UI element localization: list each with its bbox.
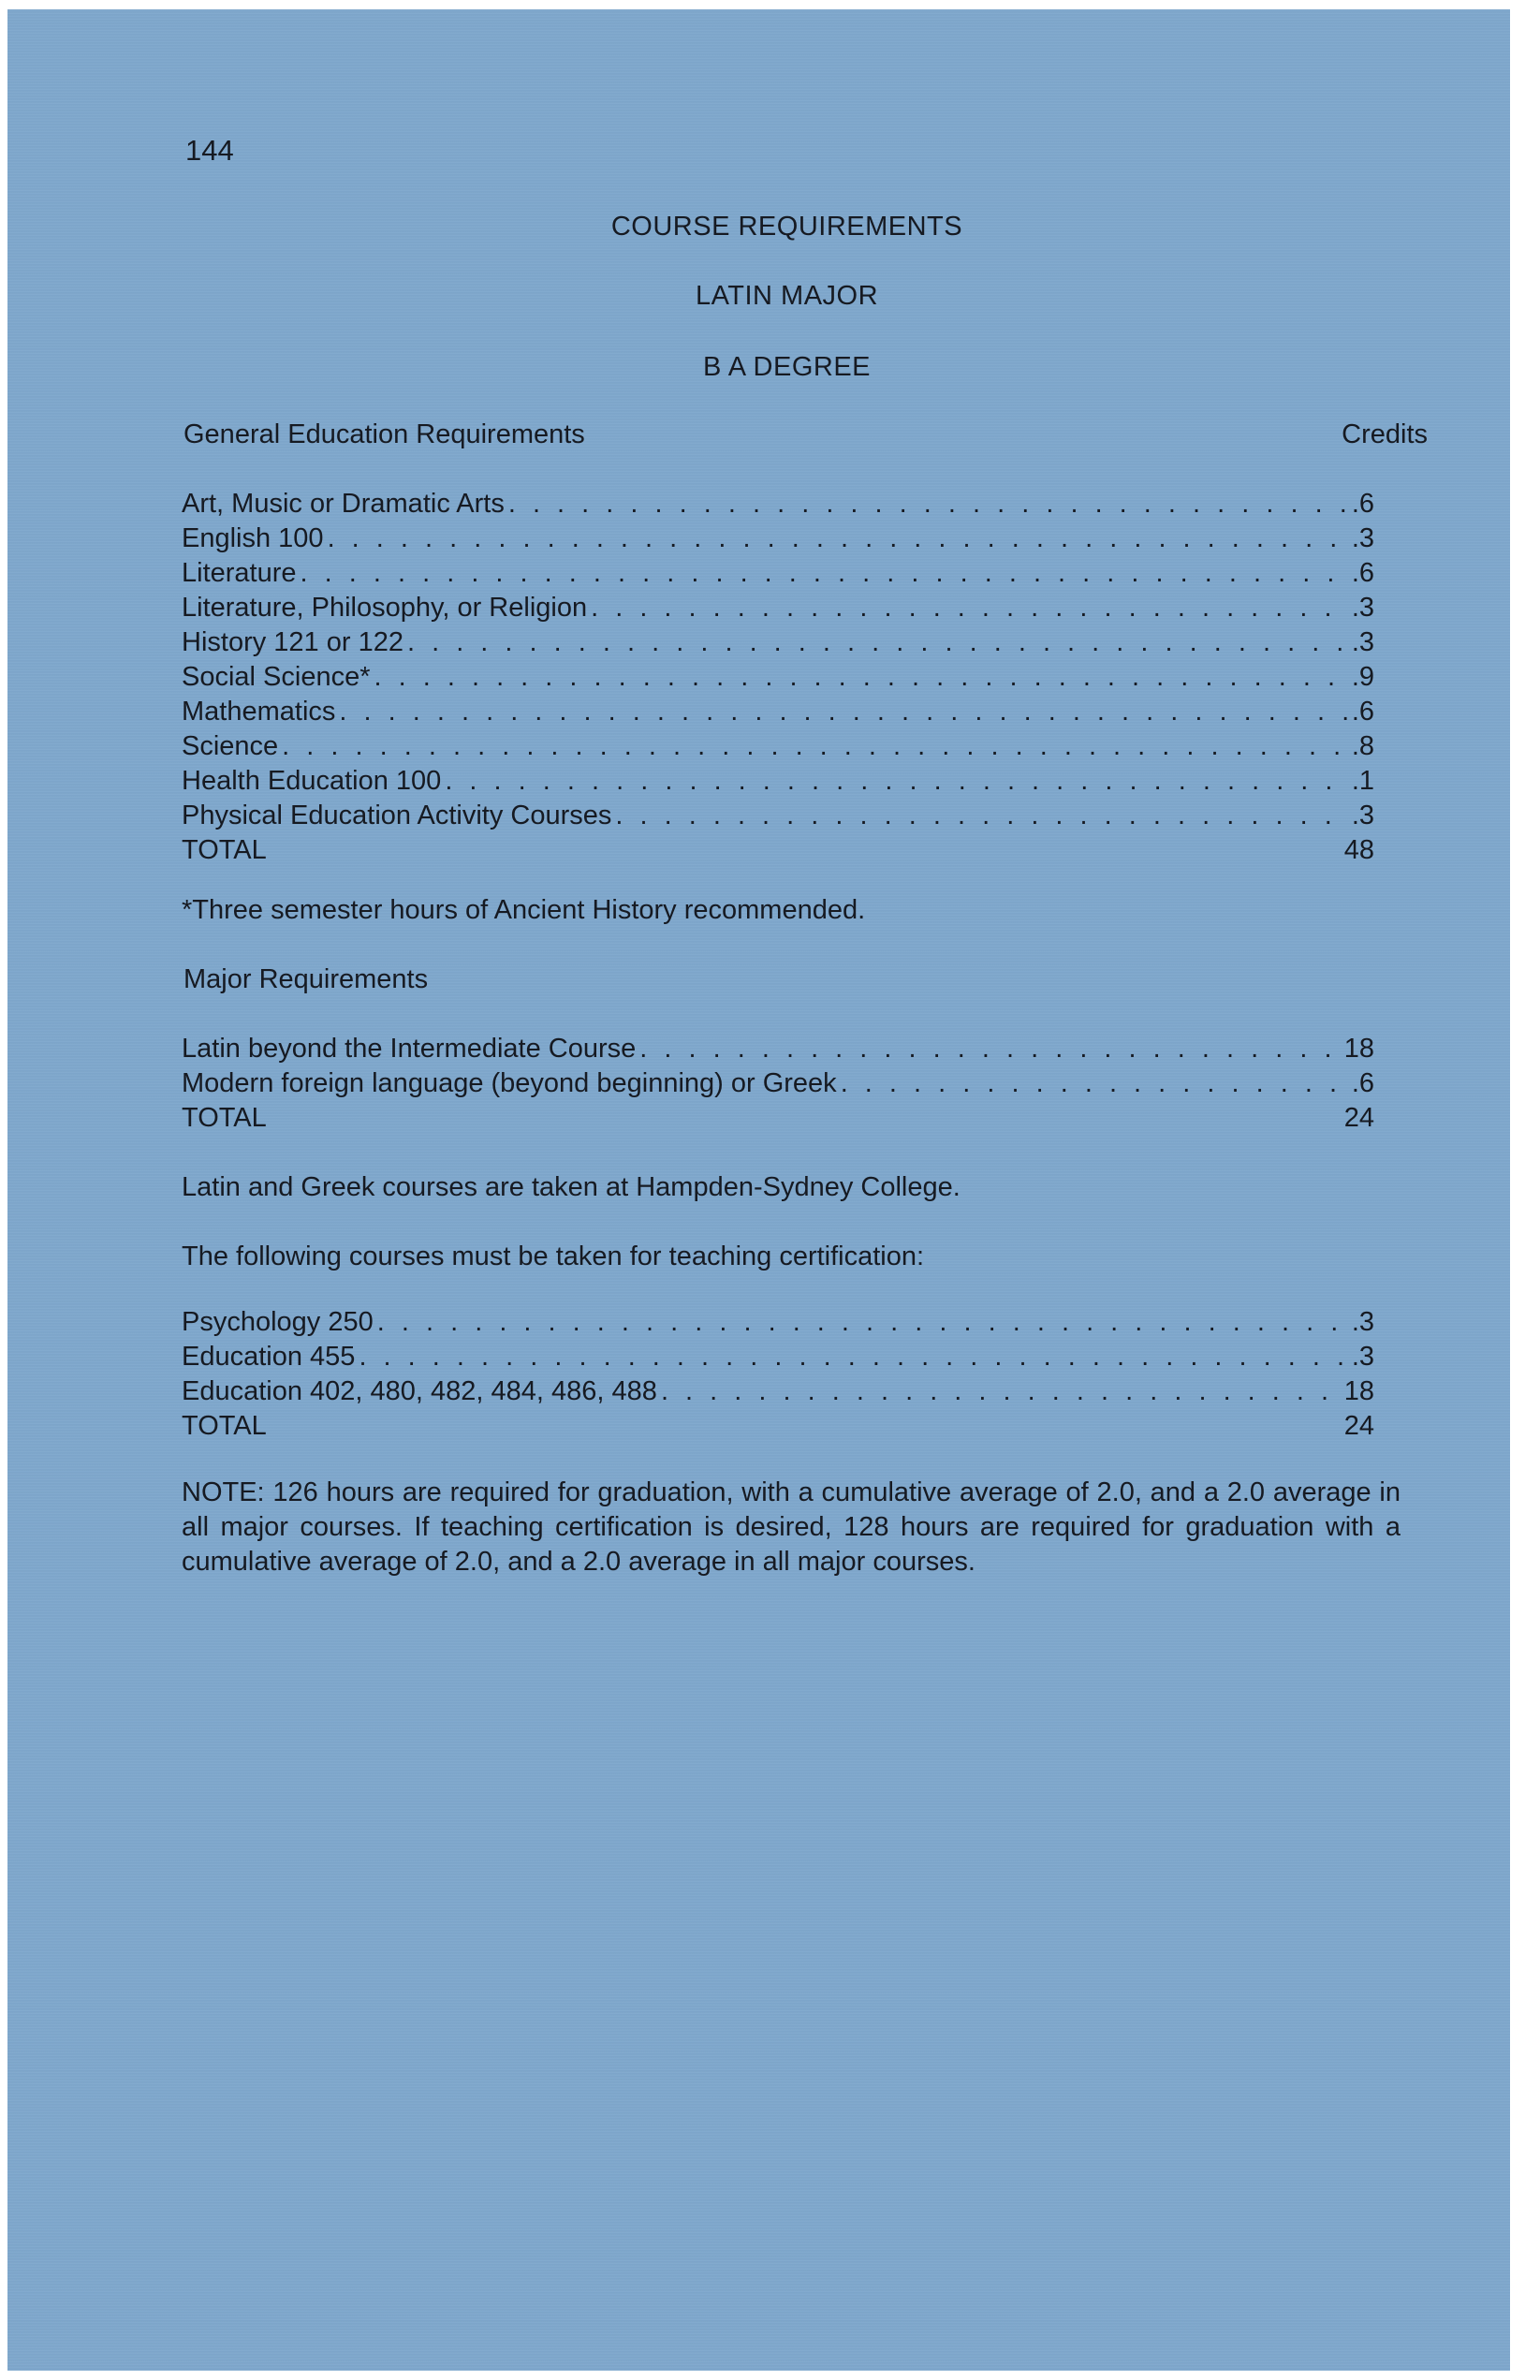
dot-leader	[377, 1305, 1350, 1340]
credit-value: .3	[1351, 1342, 1374, 1372]
total-label: TOTAL	[182, 1411, 267, 1441]
dot-leader	[661, 1374, 1342, 1409]
credit-value: .6	[1351, 489, 1374, 519]
credit-value: .6	[1351, 697, 1374, 727]
list-item	[182, 695, 1374, 729]
dot-leader	[374, 660, 1350, 695]
list-item	[182, 522, 1374, 556]
dot-leader	[339, 695, 1349, 729]
total-row	[182, 1101, 1374, 1136]
list-item	[182, 1374, 1374, 1409]
course-label: History 121 or 122	[182, 627, 403, 657]
list-item	[182, 1032, 1374, 1066]
credit-value: .9	[1351, 662, 1374, 692]
course-label: Modern foreign language (beyond beginning) or Greek	[182, 1068, 837, 1098]
course-label: Psychology 250	[182, 1307, 374, 1337]
credit-value: .3	[1351, 801, 1374, 830]
credit-value: .3	[1351, 1307, 1374, 1337]
list-item	[182, 1340, 1374, 1374]
list-item	[182, 591, 1374, 625]
list-item	[182, 625, 1374, 660]
graduation-note: NOTE: 126 hours are required for graduation, with a cumulative average of 2.0, and a 2.0 average in all major courses. If teaching certification is desired, 128 hours are required for graduation with a cumulative average of 2.0, and a 2.0 average in all major courses.	[182, 1477, 1401, 1577]
course-label: English 100	[182, 523, 324, 553]
course-label: Art, Music or Dramatic Arts	[182, 489, 505, 519]
course-label: Literature	[182, 558, 297, 588]
dot-leader	[328, 522, 1350, 556]
major-title: LATIN MAJOR	[695, 281, 879, 311]
major-requirements-list	[182, 1032, 1374, 1136]
dot-leader	[841, 1066, 1350, 1101]
course-label: Latin beyond the Intermediate Course	[182, 1034, 637, 1064]
credits-column-heading: Credits	[1342, 419, 1428, 449]
dot-leader	[639, 1032, 1342, 1066]
document-heading: COURSE REQUIREMENTS	[610, 212, 963, 242]
course-label: Science	[182, 731, 279, 761]
dot-leader	[359, 1340, 1349, 1374]
major-requirements-heading: Major Requirements	[183, 964, 429, 994]
total-label: TOTAL	[182, 1103, 267, 1133]
credit-value: 18	[1343, 1376, 1374, 1406]
list-item	[182, 799, 1374, 833]
credit-value: .3	[1351, 627, 1374, 657]
dot-leader	[591, 591, 1350, 625]
credit-value: .1	[1351, 766, 1374, 796]
total-row	[182, 833, 1374, 868]
course-label: Physical Education Activity Courses	[182, 801, 612, 830]
course-label: Mathematics	[182, 697, 336, 727]
dot-leader	[301, 556, 1350, 591]
total-label: TOTAL	[182, 835, 267, 865]
course-label: Social Science*	[182, 662, 371, 692]
total-value: 48	[1343, 835, 1374, 865]
dot-leader	[282, 729, 1350, 764]
list-item	[182, 1066, 1374, 1101]
dot-leader	[508, 487, 1350, 522]
dot-leader	[445, 764, 1350, 799]
general-education-list	[182, 487, 1374, 868]
total-value: 24	[1343, 1411, 1374, 1441]
list-item	[182, 660, 1374, 695]
list-item	[182, 764, 1374, 799]
credit-value: .6	[1351, 558, 1374, 588]
general-education-heading: General Education Requirements	[183, 419, 585, 449]
list-item	[182, 1305, 1374, 1340]
credit-value: .6	[1351, 1068, 1374, 1098]
page-number: 144	[185, 134, 234, 167]
college-remark: Latin and Greek courses are taken at Hampden-Sydney College.	[182, 1172, 961, 1202]
certification-heading: The following courses must be taken for teaching certification:	[182, 1241, 925, 1271]
total-value: 24	[1343, 1103, 1374, 1133]
total-row	[182, 1409, 1374, 1444]
dot-leader	[407, 625, 1350, 660]
dot-leader	[615, 799, 1349, 833]
catalog-page	[7, 9, 1510, 2371]
certification-list	[182, 1305, 1374, 1444]
credit-value: .8	[1351, 731, 1374, 761]
credit-value: .3	[1351, 523, 1374, 553]
course-label: Literature, Philosophy, or Religion	[182, 593, 588, 623]
list-item	[182, 556, 1374, 591]
course-label: Health Education 100	[182, 766, 442, 796]
course-label: Education 455	[182, 1342, 356, 1372]
list-item	[182, 487, 1374, 522]
credit-value: 18	[1343, 1034, 1374, 1064]
course-label: Education 402, 480, 482, 484, 486, 488	[182, 1376, 657, 1406]
list-item	[182, 729, 1374, 764]
footnote: *Three semester hours of Ancient History recommended.	[182, 895, 866, 925]
credit-value: .3	[1351, 593, 1374, 623]
degree-title: B A DEGREE	[702, 352, 872, 382]
